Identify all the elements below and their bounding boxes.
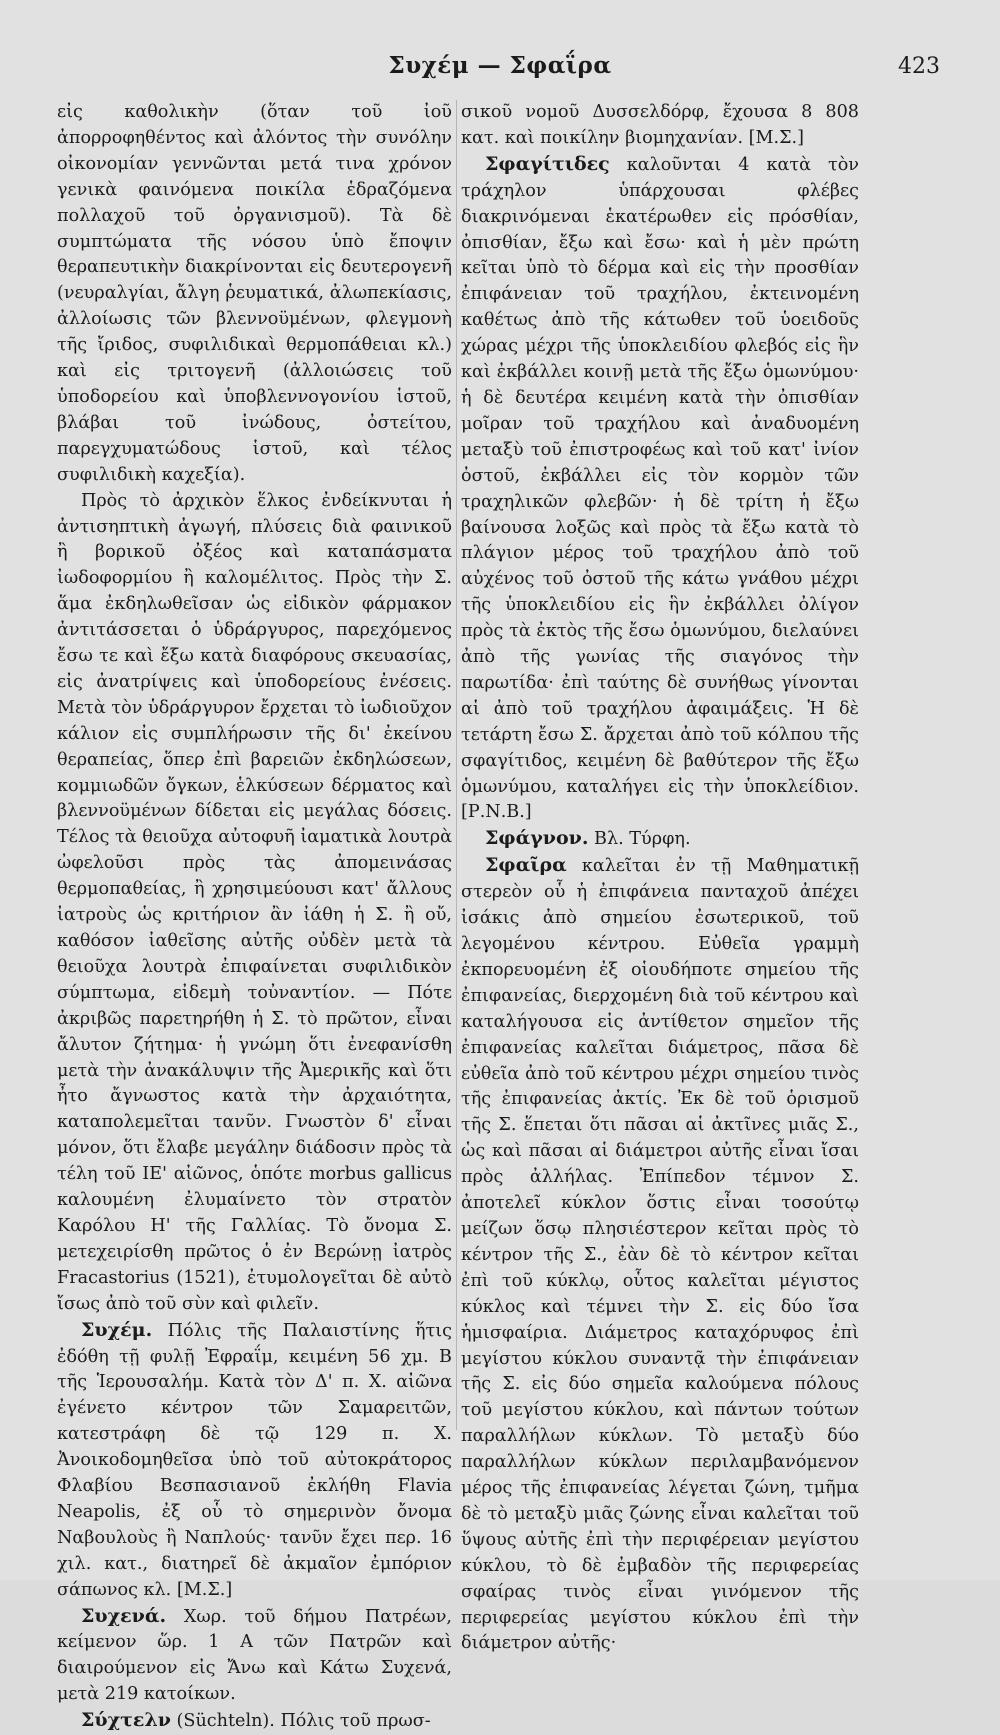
entry-headword: Συχέμ. [81, 1318, 153, 1341]
entry-sfagitides [461, 152, 859, 827]
suechteln-continuation: σικοῦ νομοῦ Δυσσελδόρφ, ἔχουσα 8 808 κατ. καὶ ποικίλην βιομηχανίαν. [Μ.Σ.] [461, 102, 859, 148]
syphilis-treatment: Πρὸς τὸ ἀρχικὸν ἕλκος ἐνδείκνυται ἡ ἀντισηπτικὴ ἀγωγή, πλύσεις διὰ φαινικοῦ ἢ βορικοῦ ὀξέος καὶ καταπάσματα ἰωδοφορμίου ἢ καλομέλιτος. Πρὸς τὴν Σ. ἅμα ἐκδηλωθεῖσαν ὡς εἰδικὸν φάρμακον ἀντιτάσσεται ὁ ὑδράργυρος, παρεχόμενος ἔσω τε καὶ ἔξω κατὰ διαφόρους σκευασίας, εἰς ἀνατρίψεις καὶ ὑποδορείους ἐνέσεις. Μετὰ τὸν ὑδράργυρον ἔρχεται τὸ ἰωδιοῦχον κάλιον εἰς συμπλήρωσιν τῆς δι' ἐκείνου θεραπείας, ὅπερ ἐπὶ βαρειῶν ἐκδηλώσεων, κομμιωδῶν ὄγκων, ἑλκύσεων δέρματος καὶ βλεννοϋμένων δίδεται εἰς μεγάλας δόσεις. Τέλος τὰ θειοῦχα αὐτοφυῆ ἰαματικὰ λουτρὰ ὠφελοῦσι πρὸς τὰς ἀπομεινάσας θερμοπαθείας, ἢ χρησιμεύουσι κατ' ἄλλους ἰατροὺς ὡς κριτήριον ἂν ἰάθη ἡ Σ. ἢ οὔ, καθόσον ἰαθεῖσης αὐτῆς οὐδὲν μετὰ τὰ θειοῦχα λουτρὰ ἐπιφαίνεται συφιλιδικὸν σύμπτωμα, εἰδεμὴ τοὐναντίον. — Πότε ἀκριβῶς παρετηρήθη ἡ Σ. τὸ πρῶτον, εἶναι ἄλυτον ζήτημα· ἡ γνώμη ὅτι ἐνεφανίσθη μετὰ τὴν ἀνακάλυψιν τῆς Ἀμερικῆς καὶ ὅτι ἦτο ἄγνωστος κατὰ τὴν ἀρχαιότητα, καταπολεμεῖται τανῦν. Γνωστὸν δ' εἶναι μόνον, ὅτι ἔλαβε μεγάλην διάδοσιν πρὸς τὰ τέλη τοῦ ΙΕ' αἰῶνος, ὁπότε morbus gallicus καλουμένη ἐλυμαίνετο τὸν στρατὸν Καρόλου Η' τῆς Γαλλίας. Τὸ ὄνομα Σ. μετεχειρίσθη πρῶτος ὁ ἐν Βερώνῃ ἰατρὸς Fracastorius (1521), ἐτυμολογεῖται δὲ αὐτὸ ἴσως ἀπὸ τοῦ σὺν καὶ φιλεῖν. [57, 490, 452, 1314]
column-divider [456, 100, 457, 1430]
entry-body: Χωρ. τοῦ δήμου Πατρέων, κείμενον ὥρ. 1 Α τῶν Πατρῶν καὶ διαιρούμενον εἰς Ἄνω καὶ Κάτω Συχενά, μετὰ 219 κατοίκων. [57, 1606, 452, 1705]
running-head: Συχέμ — Σφαΐρα [388, 52, 612, 79]
entry-body: Βλ. Τύρφη. [588, 829, 691, 850]
entry-sfagnon [461, 826, 859, 853]
entry-headword: Σφαῖρα [485, 854, 567, 877]
page-header [60, 52, 940, 92]
entry-headword: Σφάγνον. [485, 827, 589, 850]
entry-sychem [57, 1318, 452, 1604]
entry-sychena [57, 1604, 452, 1709]
entry-headword: Σύχτελν [81, 1709, 171, 1732]
entry-body: καλοῦνται 4 κατὰ τὸν τράχηλον ὑπάρχουσαι φλέβες διακρινόμεναι ἑκατέρωθεν εἰς πρόσθίαν, ὀπισθίαν, ἔξω καὶ ἔσω· καὶ ἡ μὲν πρώτη κεῖται ὑπὸ τὸ δέρμα καὶ εἰς τὴν προσθίαν ἐπιφάνειαν τοῦ τραχήλου, ἐκτεινομένη καθέτως ἀπὸ τῆς κάτωθεν τοῦ ὑοειδοῦς χώρας μέχρι τῆς ὑποκλειδίου φλεβός εἰς ἣν καὶ ἐκβάλλει κοινῇ μετὰ τῆς ἔξω ὁμωνύμου· ἡ δὲ δευτέρα κειμένη κατὰ τὴν ὀπισθίαν μοῖραν τοῦ τραχήλου καὶ ἀναδυομένη μεταξὺ τοῦ ἐπιστροφέως καὶ τοῦ κατ' ἰνίον ὀστοῦ, ἐκβάλλει εἰς τὸν κορμὸν τῶν τραχηλικῶν φλεβῶν· ἡ δὲ τρίτη ἡ ἔξω βαίνουσα λοξῶς καὶ πρὸς τὰ ἔξω κατὰ τὸ πλάγιον μέρος τοῦ τραχήλου ἀπὸ τοῦ αὐχένος τοῦ ὀστοῦ τῆς κάτω γνάθου μέχρι τῆς ὑποκλειδίου εἰς ἣν ἐκβάλλει ὀλίγον πρὸς τὰ ἐκτὸς τῆς ἔσω ὁμωνύμου, διελαύνει ἀπὸ τῆς γωνίας τῆς σιαγόνος τὴν παρωτίδα· ἐπὶ ταύτης δὲ συνήθως γίνονται αἱ ἀπὸ τοῦ τραχήλου ἀφαιμάξεις. Ἡ δὲ τετάρτη ἔσω Σ. ἄρχεται ἀπὸ τοῦ κόλπου τῆς σφαγίτιδος, κειμένη δὲ βαθύτερον τῆς ἔξω ὁμωνύμου, καταλήγει εἰς τὴν ὑποκλείδιον. [Ρ.Ν.Β.] [461, 154, 859, 823]
left-column [57, 100, 452, 1735]
entry-body: καλεῖται ἐν τῇ Μαθηματικῇ στερεὸν οὗ ἡ ἐπιφάνεια πανταχοῦ ἀπέχει ἰσάκις ἀπὸ σημείου ἐσωτερικοῦ, τοῦ λεγομένου κέντρου. Εὐθεῖα γραμμὴ ἐκπορευομένη ἐξ οἱουδήποτε σημείου τῆς ἐπιφανείας, διερχομένη διὰ τοῦ κέντρου καὶ καταλήγουσα εἰς ἀντίθετον σημεῖον τῆς ἐπιφανείας καλεῖται διάμετρος, πᾶσα δὲ εὐθεῖα ἀπὸ τοῦ κέντρου μέχρι σημείου τινὸς τῆς ἐπιφανείας ἀκτίς. Ἐκ δὲ τοῦ ὁρισμοῦ τῆς Σ. ἕπεται ὅτι πᾶσαι αἱ ἀκτῖνες μιᾶς Σ., ὡς καὶ πᾶσαι αἱ διάμετροι αὐτῆς εἶναι ἴσαι πρὸς ἀλλήλας. Ἐπίπεδον τέμνον Σ. ἀποτελεῖ κύκλον ὅστις εἶναι τοσούτῳ μείζων ὅσῳ πλησιέστερον κεῖται πρὸς τὸ κέντρον τῆς Σ., ἐὰν δὲ τὸ κέντρον κεῖται ἐπὶ τοῦ κύκλῳ, οὗτος καλεῖται μέγιστος κύκλος καὶ τέμνει τὴν Σ. εἰς δύο ἴσα ἡμισφαίρια. Διάμετρος καταχόρυφος ἐπὶ μεγίστου κύκλου συναντᾷ τὴν ἐπιφάνειαν τῆς Σ. εἰς δύο σημεῖα καλούμενα πόλους τοῦ μεγίστου κύκλου, καὶ πάντων τούτων παραλλήλων κύκλων. Τὸ μεταξὺ δύο παραλλήλων κύκλων περιλαμβανόμενον μέρος τῆς ἐπιφανείας λέγεται ζώνη, τμῆμα δὲ τὸ μεταξὺ μιᾶς ζώνης εἶναι καλεῖται τοῦ ὕψους αὐτῆς ἐπὶ τὴν περιφέρειαν μεγίστου κύκλου, τὸ δὲ ἐμβαδὸν τῆς περιφερείας σφαίρας τινὸς εἶναι γινόμενον τῆς περιφερείας μεγίστου κύκλου ἐπὶ τὴν διάμετρον αὐτῆς· [461, 856, 859, 1654]
entry-suechteln [57, 1708, 452, 1735]
page-number: 423 [898, 54, 940, 79]
entry-headword: Συχενά. [81, 1604, 167, 1627]
entry-sfaira [461, 853, 859, 1657]
entry-body: Πόλις τῆς Παλαιστίνης ἥτις ἐδόθη τῇ φυλῇ Ἐφραΐμ, κειμένη 56 χμ. Β τῆς Ἱερουσαλήμ. Κατὰ τὸν Δ' π. Χ. αἰῶνα ἐγένετο κέντρον τῶν Σαμαρειτῶν, κατεστράφη δὲ τῷ 129 π. Χ. Ἀνοικοδομηθεῖσα ὑπὸ τοῦ αὐτοκράτορος Φλαβίου Βεσπασιανοῦ ἐκλήθη Flavia Neapolis, ἐξ οὗ τὸ σημερινὸν ὄνομα Ναβουλοὺς ἢ Ναπλούς· τανῦν ἔχει περ. 16 χιλ. κατ., διατηρεῖ δὲ ἀκμαῖον ἐμπόριον σάπωνος κλ. [Μ.Σ.] [57, 1320, 452, 1600]
syphilis-continuation: εἰς καθολικὴν (ὅταν τοῦ ἰοῦ ἀπορροφηθέντος καὶ ἀλόντος τὴν συνόλην οἰκονομίαν γεννῶνται μετά τινα χρόνον γενικὰ φαινόμενα ποικίλα ἑδραζόμενα πολλαχοῦ τοῦ ὀργανισμοῦ). Τὰ δὲ συμπτώματα τῆς νόσου ὑπὸ ἔποψιν θεραπευτικὴν διακρίνονται εἰς δευτερογενῆ (νευραλγίαι, ἄλγη ῥευματικά, ἀλωπεκίασις, ἀλλοίωσις τῶν βλεννοϋμένων, φλεγμονὴ τῆς ἴριδος, συφιλιδικαὶ θερμοπάθειαι κλ.) καὶ εἰς τριτογενῆ (ἀλλοιώσεις τοῦ ὑποδορείου καὶ ὑποβλεννογονίου ἱστοῦ, βλάβαι τοῦ ἰνώδους, ὀστείτου, παρεγχυματώδους ἱστοῦ, καὶ τέλος συφιλιδικὴ καχεξία). [57, 102, 452, 485]
entry-body: (Süchteln). Πόλις τοῦ πρωσ- [170, 1711, 431, 1732]
right-column [461, 100, 859, 1657]
entry-headword: Σφαγίτιδες [485, 152, 610, 175]
